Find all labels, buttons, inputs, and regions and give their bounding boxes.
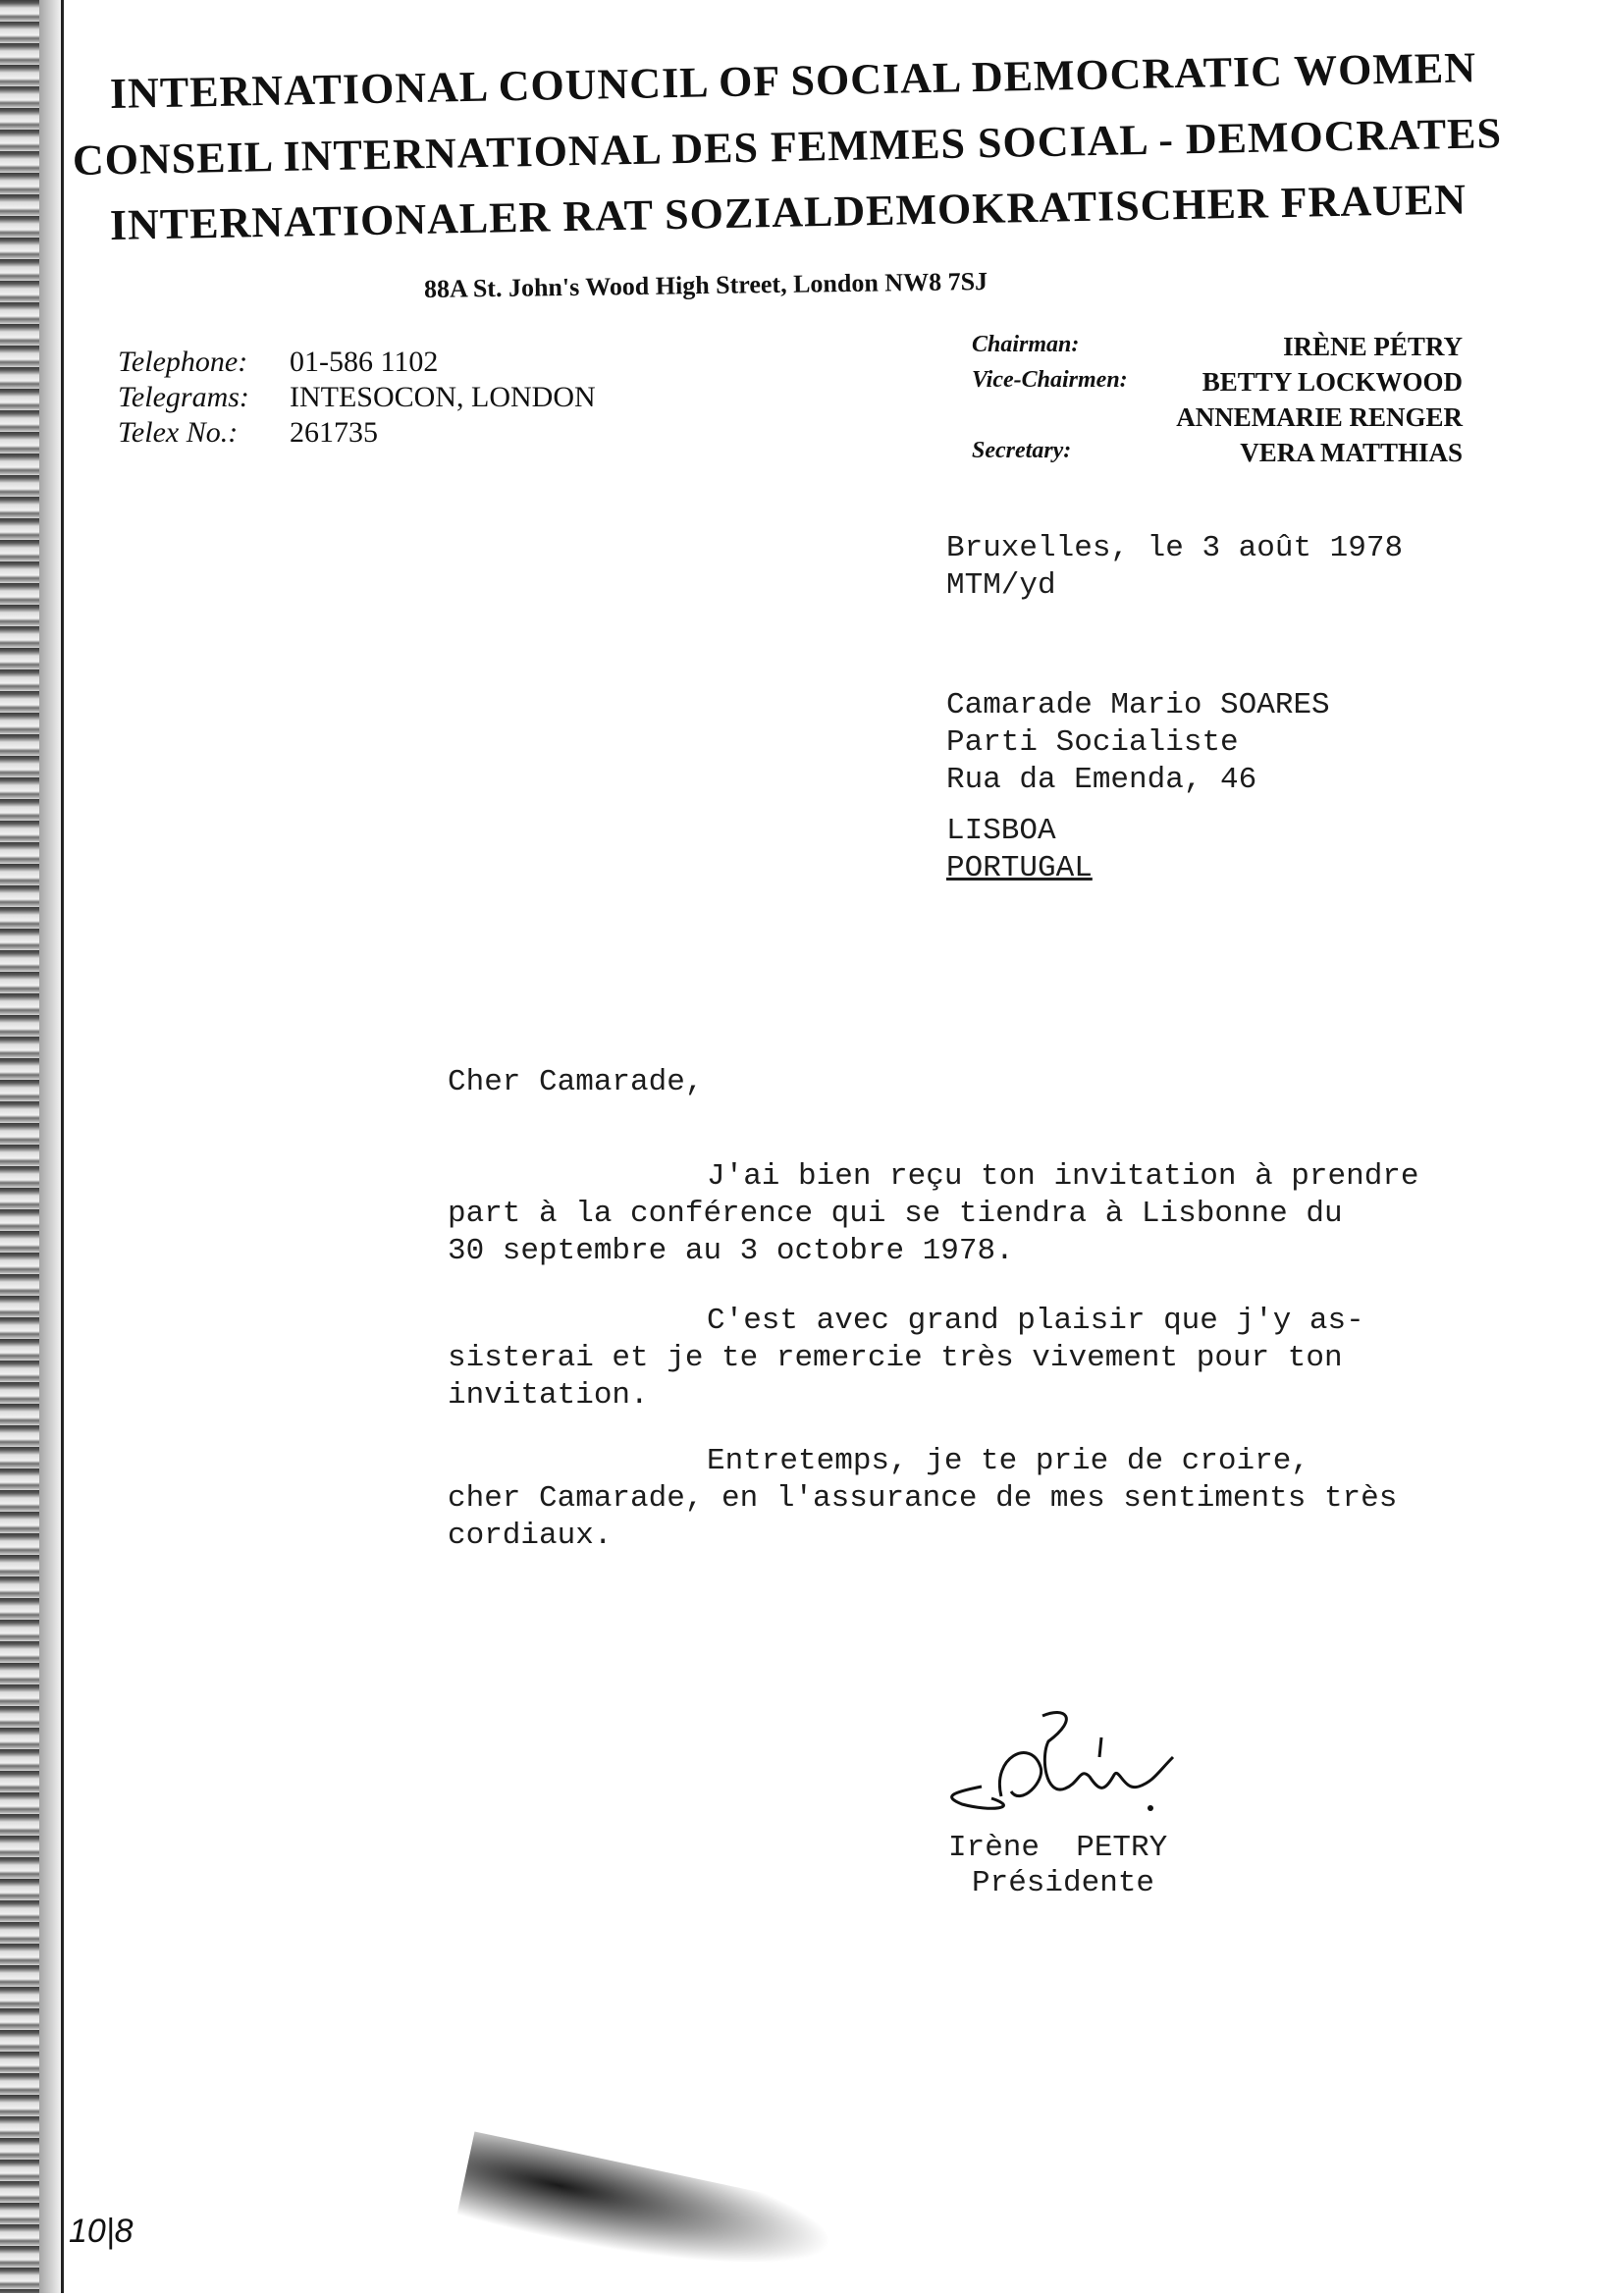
officer-row-secretary: [972, 438, 1463, 473]
body-line: C'est avec grand plaisir que j'y as-: [707, 1304, 1364, 1338]
officer-name: BETTY LOCKWOOD: [1202, 367, 1463, 397]
recipient-country: PORTUGAL: [946, 851, 1093, 885]
body-line: part à la conférence qui se tiendra à Lisbonne du: [448, 1197, 1343, 1231]
recipient-block: [946, 687, 1330, 799]
body-line: Entretemps, je te prie de croire,: [707, 1444, 1309, 1478]
recipient-location: [946, 813, 1093, 887]
letterhead-title-french: CONSEIL INTERNATIONAL DES FEMMES SOCIAL - DEMOCRATES: [72, 109, 1503, 185]
officer-name: VERA MATTHIAS: [1240, 438, 1463, 467]
date-block: [946, 530, 1403, 605]
signatory-title: Présidente: [972, 1866, 1155, 1900]
body-line: 30 septembre au 3 octobre 1978.: [448, 1234, 1014, 1268]
contact-row-telephone: [118, 346, 596, 381]
body-line: invitation.: [448, 1378, 649, 1413]
contact-row-telegrams: [118, 381, 596, 416]
body-line: cher Camarade, en l'assurance de mes sentiments très: [448, 1481, 1398, 1516]
margin-line: [61, 0, 64, 2293]
body-paragraph-3: [448, 1443, 1508, 1555]
contact-value: 261735: [290, 416, 378, 449]
reference-code: MTM/yd: [946, 568, 1056, 603]
contact-value: 01-586 1102: [290, 346, 439, 378]
contact-value: INTESOCON, LONDON: [290, 381, 596, 413]
body-line: J'ai bien reçu ton invitation à prendre: [707, 1159, 1419, 1194]
letter-date: Bruxelles, le 3 août 1978: [946, 531, 1404, 565]
contact-label: Telex No.:: [118, 416, 239, 449]
officers-block: [972, 332, 1463, 473]
officer-row-vice-chairman-2: [972, 402, 1463, 438]
signatory-name: Irène PETRY: [948, 1831, 1168, 1865]
recipient-street: Rua da Emenda, 46: [946, 763, 1257, 797]
scan-smudge: [456, 2131, 839, 2295]
body-line: sisterai et je te remercie très vivement pour ton: [448, 1341, 1343, 1375]
letterhead-title-german: INTERNATIONALER RAT SOZIALDEMOKRATISCHER FRAUEN: [109, 175, 1468, 249]
officer-row-chairman: [972, 332, 1463, 367]
recipient-organization: Parti Socialiste: [946, 725, 1239, 760]
letterhead-title-english: INTERNATIONAL COUNCIL OF SOCIAL DEMOCRATIC WOMEN: [109, 43, 1477, 118]
recipient-city: LISBOA: [946, 814, 1056, 848]
contact-label: Telegrams:: [118, 381, 249, 413]
body-paragraph-1: [448, 1158, 1508, 1270]
salutation: Cher Camarade,: [448, 1065, 704, 1099]
officer-row-vice-chairman-1: [972, 367, 1463, 402]
handwritten-signature: [933, 1698, 1198, 1826]
recipient-name: Camarade Mario SOARES: [946, 688, 1330, 722]
officer-name: ANNEMARIE RENGER: [1176, 402, 1463, 432]
officer-label: Chairman:: [972, 332, 1080, 357]
contact-row-telex: [118, 416, 596, 452]
body-paragraph-2: [448, 1303, 1508, 1415]
scan-edge-artifact: [0, 0, 39, 2293]
letterhead-address: 88A St. John's Wood High Street, London NW8 7SJ: [423, 266, 988, 304]
handwritten-page-marker: 10|8: [69, 2213, 134, 2250]
body-line: cordiaux.: [448, 1519, 613, 1553]
officer-label: Secretary:: [972, 438, 1072, 463]
contact-label: Telephone:: [118, 346, 248, 378]
officer-name: IRÈNE PÉTRY: [1283, 332, 1463, 361]
contact-block: [118, 346, 596, 452]
officer-label: Vice-Chairmen:: [972, 367, 1128, 393]
